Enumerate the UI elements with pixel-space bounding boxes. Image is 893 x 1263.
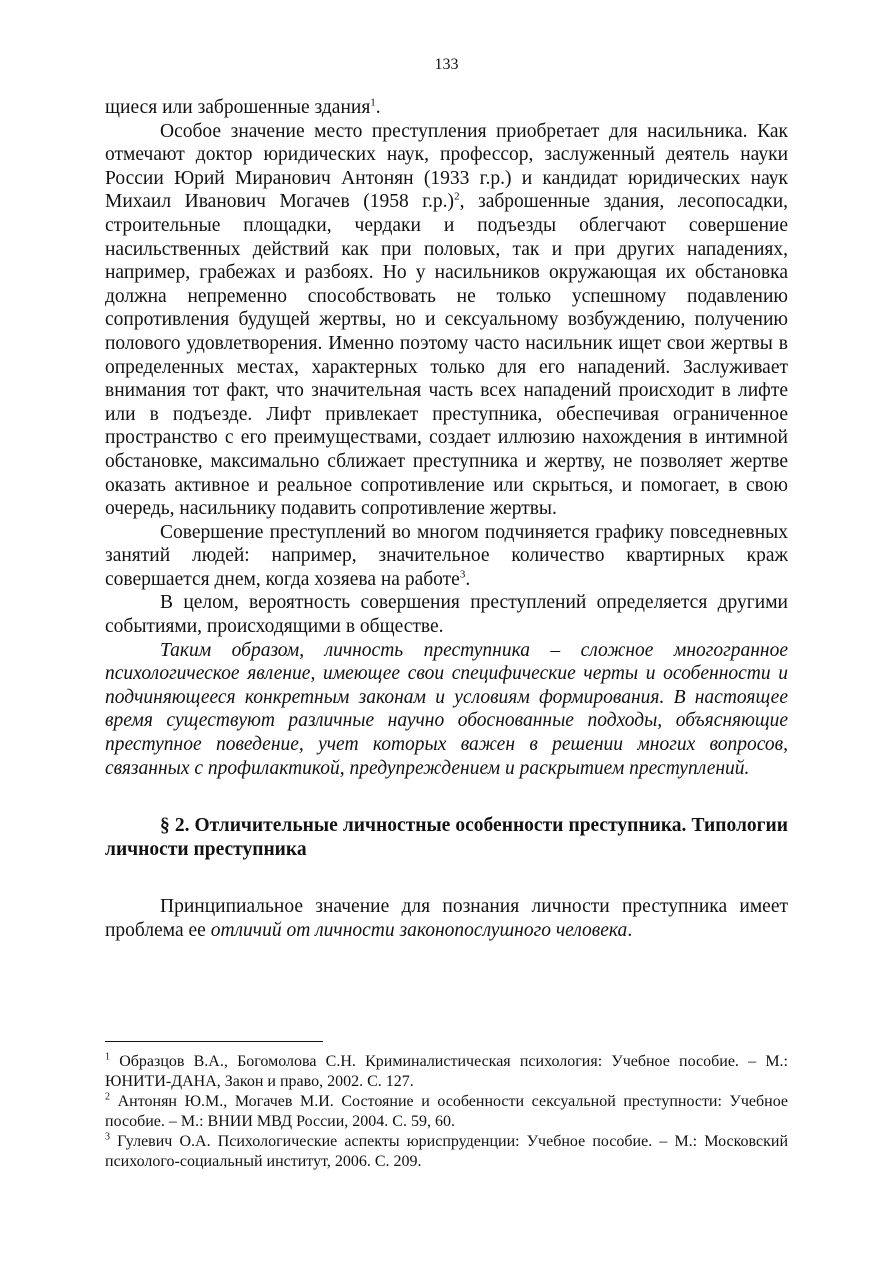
paragraph-continuation: щиеся или заброшенные здания$^1$. bbox=[105, 96, 381, 118]
footnote-1: $^1$ Образцов В.А., Богомолова С.Н. Криминалистическая психология: Учебное пособие. – М.: ЮНИТИ-ДАНА, Закон и право, 2002. С. 127. bbox=[105, 1051, 789, 1090]
footnote-2: $^2$ Антонян Ю.М., Могачев М.И. Состояние и особенности сексуальной преступности: Учебное пособие. – М.: ВНИИ МВД России, 2004. С. 59, 60. bbox=[105, 1091, 789, 1130]
paragraph-daily-schedule: Совершение преступлений во многом подчиняется графику повседневных занятий людей: например, значительное количество квартирных краж совершается днем, когда хозяева на работе$^3$. bbox=[105, 521, 788, 590]
paragraph-crime-location: Особое значение место преступления приобретает для насильника. Как отмечают доктор юридических наук, профессор, заслуженный деятель науки России Юрий Миранович Антонян (1933 г.р.) и кандидат юридических наук Михаил Иванович Могачев (1958 г.р.)$^2$, заброшенные здания, лесопосадки, строительные площадки, чердаки и подъезды облегчают совершение насильственных действий как при половых, так и при других нападениях, например, грабежах и разбоях. Но у насильников окружающая их обстановка должна непременно способствовать не только успешному подавлению сопротивления будущей жертвы, но и сексуальному возбуждению, получению полового удовлетворения. Именно поэтому часто насильник ищет свои жертвы в определенных местах, характерных только для его нападений. Заслуживает внимания тот факт, что значительная часть всех нападений происходит в лифте или в подъезде. Лифт привлекает преступника, обеспечивая ограниченное пространство с его преимуществами, создает иллюзию нахождения в интимной обстановке, максимально сближает преступника и жертву, не позволяет жертве оказать активное и реальное сопротивление или скрыться, и помогает, в свою очередь, насильнику подавить сопротивление жертвы. bbox=[105, 120, 789, 520]
footnotes bbox=[105, 1052, 788, 1172]
footnote-ref-1: 1 bbox=[370, 96, 376, 109]
paragraph-final: Принципиальное значение для познания личности преступника имеет проблема ее отличий от личности законопослушного человека. bbox=[105, 896, 788, 941]
section-heading: § 2. Отличительные личностные особенности преступника. Типологии личности преступника bbox=[105, 815, 788, 860]
paragraph-conclusion: Таким образом, личность преступника – сложное многогранное психологическое явление, имеющее свои специфические черты и особенности и подчиняющееся конкретным законам и условиям формирования. В настоящее время существуют различные научно обоснованные подходы, объясняющие преступное поведение, учет которых важен в решении многих вопросов, связанных с профилактикой, предупреждением и раскрытием преступлений. bbox=[105, 639, 788, 779]
footnote-3: $^3$ Гулевич О.А. Психологические аспекты юриспруденции: Учебное пособие. – М.: Московский психолого-социальный институт, 2006. С. 209. bbox=[105, 1131, 789, 1170]
emphasized-phrase: отличий от личности законопослушного человека bbox=[210, 920, 628, 941]
footnote-ref-3: 3 bbox=[459, 568, 466, 581]
footnote-divider bbox=[105, 1041, 323, 1042]
page-number: 133 bbox=[434, 56, 459, 73]
paragraph-probability: В целом, вероятность совершения преступлений определяется другими событиями, происходящими в обществе. bbox=[105, 592, 788, 638]
main-text bbox=[105, 96, 788, 943]
footnote-ref-2: 2 bbox=[454, 190, 460, 203]
